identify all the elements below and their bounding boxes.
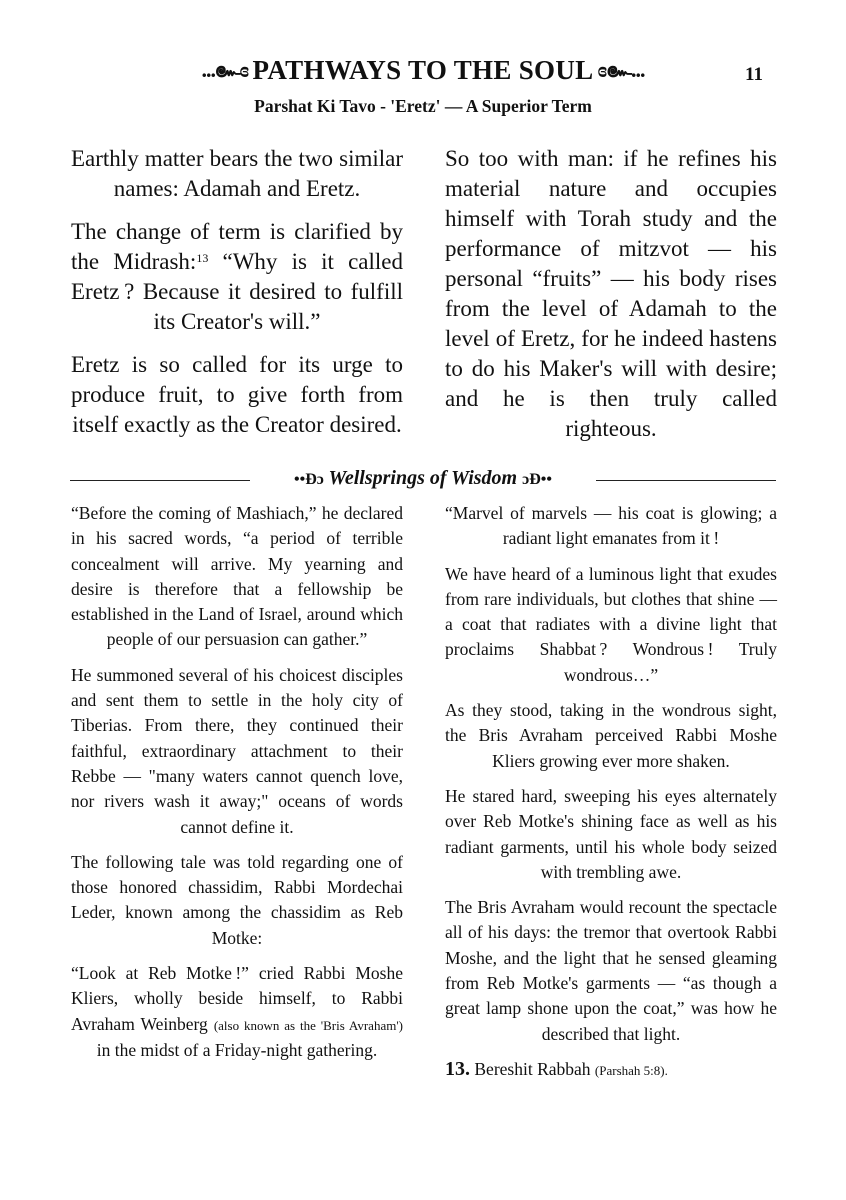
top-right-column bbox=[445, 144, 777, 457]
book-title: PATHWAYS TO THE SOUL bbox=[252, 55, 594, 85]
paragraph: He stared hard, sweeping his eyes alternately over Reb Motke's shining face as well as his radiant garments, until his whole body seized with trembling awe. bbox=[445, 785, 777, 882]
paragraph: We have heard of a luminous light that exudes from rare individuals, but clothes that shine — a coat that radiates with a divine light that proclaims Shabbat ? Wondrous ! Truly wondrous…” bbox=[445, 563, 777, 685]
text-span: “Why is it called Eretz ? Because it desired to fulfill its Creator's will.” bbox=[71, 249, 403, 334]
paragraph: “Marvel of marvels — his coat is glowing; a radiant light emanates from it ! bbox=[445, 503, 777, 549]
paragraph bbox=[71, 961, 403, 1063]
text-span: in the midst of a Friday-night gathering. bbox=[96, 1039, 378, 1060]
paragraph: Eretz is so called for its urge to produce fruit, to give forth from itself exactly as the Creator desired. bbox=[71, 352, 403, 437]
divider-ornament-left-icon: ••Ɖɔ bbox=[294, 471, 324, 488]
section-title: Wellsprings of Wisdom bbox=[328, 467, 518, 489]
paragraph: “Before the coming of Mashiach,” he declared in his sacred words, “a period of terrible concealment will arrive. My yearning and desire is therefore that a fellowship be established in the Land of Israel, around which people of our persuasion can gather.” bbox=[71, 503, 403, 650]
footnote-text: Bereshit Rabbah bbox=[474, 1058, 591, 1079]
text-span: The change of term is clarified by the Midrash: bbox=[71, 219, 403, 274]
top-left-column bbox=[71, 144, 403, 453]
bottom-left-column bbox=[71, 501, 403, 1073]
paragraph bbox=[71, 217, 403, 337]
paragraph: He summoned several of his choicest disciples and sent them to settle in the holy city of Tiberias. From there, they continued their faithful, extraordinary attachment to their Rebbe — "many waters cannot quench love, nor rivers wash it away;" oceans of words cannot define it. bbox=[71, 664, 403, 837]
footnote-ref: 13 bbox=[196, 251, 209, 265]
footnote bbox=[445, 1057, 777, 1083]
divider-ornament-right-icon: ɔƉ•• bbox=[522, 471, 552, 488]
paragraph: So too with man: if he refines his material nature and occupies himself with Torah study and the performance of mitzvot — his personal “fruits” — his body rises from the level of Adamah to the level of Eretz, for he indeed hastens to do his Maker's will with desire; and he is then truly called righteous. bbox=[445, 146, 777, 441]
footnote-ref-text: (Parshah 5:8). bbox=[594, 1062, 668, 1078]
ornament-right-icon: ɞ๛... bbox=[597, 57, 645, 82]
paragraph: As they stood, taking in the wondrous sight, the Bris Avraham perceived Rabbi Moshe Kliers growing ever more shaken. bbox=[445, 700, 777, 771]
text-span: “Look at Reb Motke !” cried Rabbi Moshe Kliers, wholly beside himself, to Rabbi Avraham Weinberg bbox=[71, 963, 403, 1034]
running-header bbox=[0, 52, 846, 87]
parenthetical-note: (also known as the 'Bris Avraham') bbox=[213, 1017, 403, 1033]
paragraph: The Bris Avraham would recount the spectacle all of his days: the tremor that overtook Rabbi Moshe, and the light that he sensed gleaming from Reb Motke's garments — “as though a great lamp shone upon the coat,” was how he described that light. bbox=[445, 897, 777, 1044]
page-subtitle: Parshat Ki Tavo - 'Eretz' — A Superior Term bbox=[254, 96, 592, 116]
ornament-left-icon: ...๛ɞ bbox=[201, 57, 249, 82]
paragraph: The following tale was told regarding one of those honored chassidim, Rabbi Mordechai Leder, known among the chassidim as Reb Motke: bbox=[71, 851, 403, 948]
section-heading bbox=[70, 467, 776, 490]
page-number: 11 bbox=[745, 64, 763, 85]
footnote-number: 13. bbox=[445, 1057, 470, 1080]
paragraph: Earthly matter bears the two similar names: Adamah and Eretz. bbox=[71, 146, 403, 201]
bottom-right-column bbox=[445, 501, 777, 1093]
section-divider bbox=[70, 467, 776, 493]
